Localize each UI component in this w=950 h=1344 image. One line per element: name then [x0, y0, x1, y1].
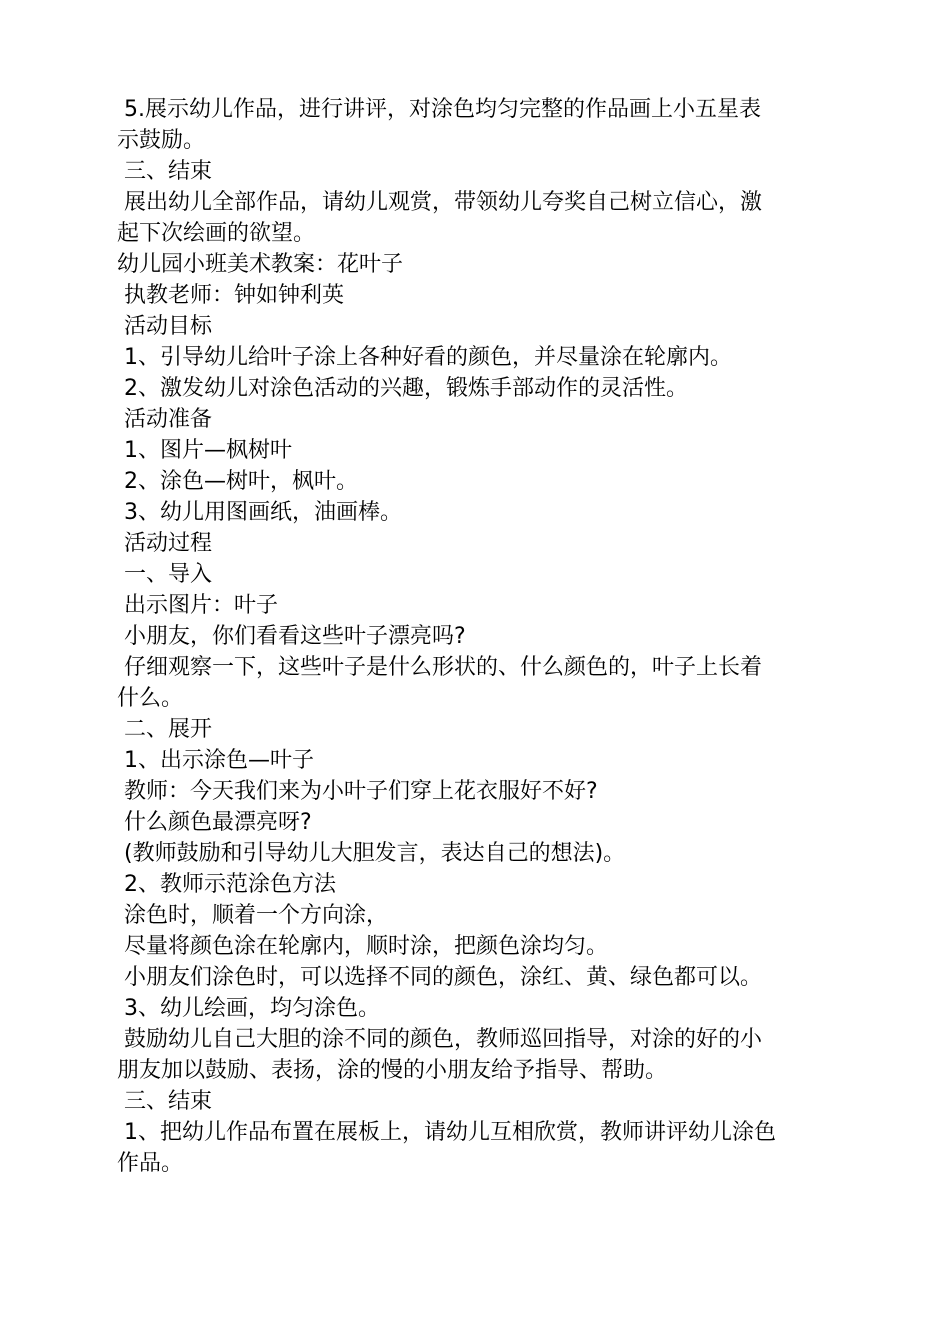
text-line: 鼓励幼儿自己大胆的涂不同的颜色，教师巡回指导，对涂的好的小	[117, 1027, 762, 1052]
list-item: 3、幼儿用图画纸，油画棒。	[117, 500, 402, 525]
text-line: 作品。	[117, 1151, 184, 1176]
section-heading: 三、结束	[117, 159, 212, 184]
section-heading: 一、导入	[117, 562, 212, 587]
text-line: 尽量将颜色涂在轮廓内，顺时涂，把颜色涂均匀。	[117, 934, 608, 959]
text-line: 小朋友们涂色时，可以选择不同的颜色，涂红、黄、绿色都可以。	[117, 965, 762, 990]
section-heading: 二、展开	[117, 717, 212, 742]
text-line: 朋友加以鼓励、表扬，涂的慢的小朋友给予指导、帮助。	[117, 1058, 668, 1083]
text-line: 小朋友，你们看看这些叶子漂亮吗?	[117, 624, 466, 649]
text-line: 什么。	[117, 686, 184, 711]
text-line: 什么颜色最漂亮呀?	[117, 810, 312, 835]
text-line: 仔细观察一下，这些叶子是什么形状的、什么颜色的，叶子上长着	[117, 655, 762, 680]
list-item: 3、幼儿绘画，均匀涂色。	[117, 996, 380, 1021]
section-heading: 三、结束	[117, 1089, 212, 1114]
list-item: 1、把幼儿作品布置在展板上，请幼儿互相欣赏，教师讲评幼儿涂色	[117, 1120, 776, 1145]
text-line: 示鼓励。	[117, 128, 206, 153]
list-item: 2、教师示范涂色方法	[117, 872, 336, 897]
section-heading: 活动准备	[117, 407, 212, 432]
text-line: 展出幼儿全部作品，请幼儿观赏，带领幼儿夸奖自己树立信心，激	[117, 190, 762, 215]
text-line: (教师鼓励和引导幼儿大胆发言，表达自己的想法)。	[117, 841, 626, 866]
list-item: 1、图片—枫树叶	[117, 438, 292, 463]
list-item: 2、激发幼儿对涂色活动的兴趣，锻炼手部动作的灵活性。	[117, 376, 688, 401]
teacher-line: 执教老师：钟如钟利英	[117, 283, 344, 308]
text-line: 教师：今天我们来为小叶子们穿上花衣服好不好?	[117, 779, 598, 804]
list-item: 1、引导幼儿给叶子涂上各种好看的颜色，并尽量涂在轮廓内。	[117, 345, 732, 370]
lesson-title: 幼儿园小班美术教案：花叶子	[117, 252, 404, 277]
text-line: 出示图片：叶子	[117, 593, 278, 618]
text-line: 起下次绘画的欲望。	[117, 221, 316, 246]
list-item: 1、出示涂色—叶子	[117, 748, 314, 773]
section-heading: 活动目标	[117, 314, 212, 339]
text-line: 涂色时，顺着一个方向涂，	[117, 903, 388, 928]
document-body	[117, 94, 837, 1179]
text-line: 5.展示幼儿作品，进行讲评，对涂色均匀完整的作品画上小五星表	[117, 97, 761, 122]
section-heading: 活动过程	[117, 531, 212, 556]
list-item: 2、涂色—树叶，枫叶。	[117, 469, 358, 494]
